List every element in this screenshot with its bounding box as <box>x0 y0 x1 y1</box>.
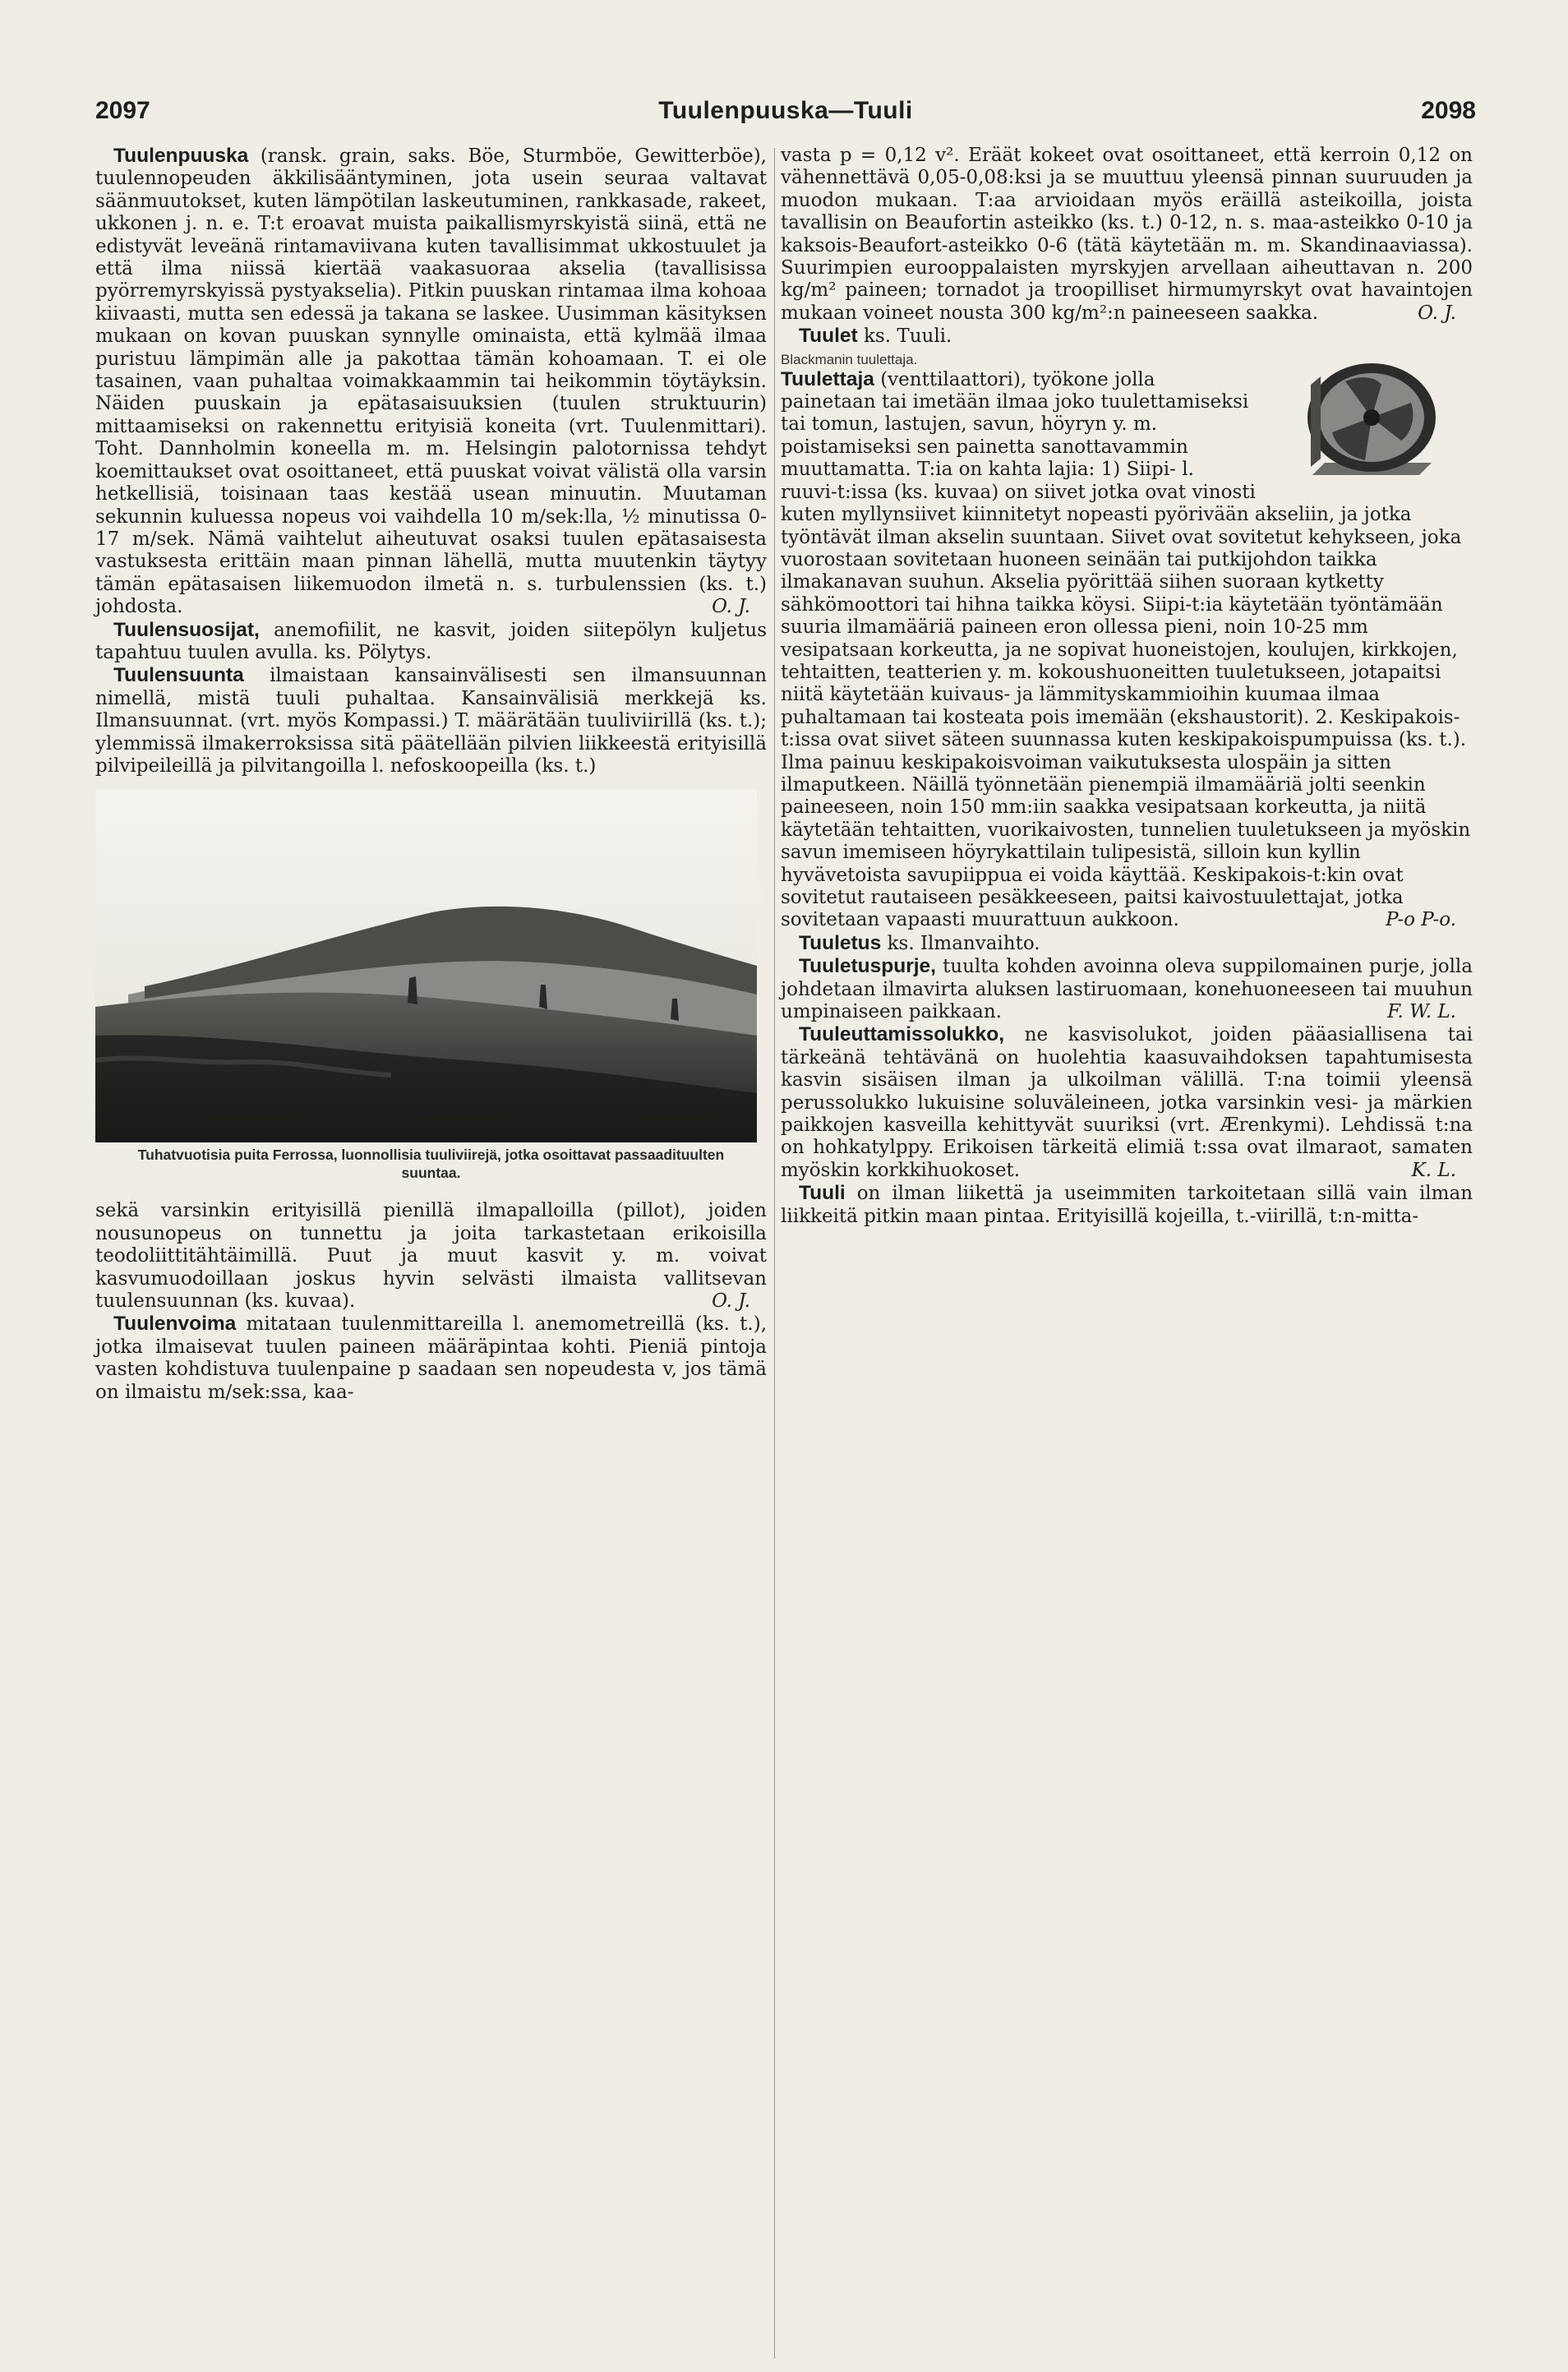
headword: Tuulet <box>799 325 858 348</box>
entry-text: vasta p = 0,12 v². Eräät kokeet ovat osoittaneet, että kerroin 0,12 on vähennettävä 0,05-0,08:ksi ja se muuttuu yleensä pinnan suuruuden ja muodon mukaan. T:aa arvioidaan myös eräillä asteikoilla, joista tavallisin on Beaufortin asteikko (ks. t.) 0-12, n. s. maa-asteikko 0-10 ja kaksois-Beaufort-asteikko 0-6 (tätä käytetään m. m. Skandinaaviassa). Suurimpien eurooppalaisten myrskyjen arvellaan aiheuttavan n. 200 kg/m² paineen; tornadot ja troopilliset hirmumyrskyt ovat havaintojen mukaan voineet nousta 300 kg/m²:n paineeseen saakka. <box>781 145 1473 324</box>
right-column <box>781 145 1473 1228</box>
author-signature: O. J. <box>712 1290 750 1312</box>
page-number-right: 2098 <box>1421 97 1476 124</box>
entry-text: sekä varsinkin erityisillä pienillä ilmapalloilla (pillot), joiden nousunopeus on tunnettu ja joita tarkastetaan erikoisilla teodoliittitähtäimillä. Puut ja muut kasvit y. m. voivat kasvumuodoillaan joskus hyvin selvästi ilmaista vallitsevan tuulensuunnan (ks. kuvaa). <box>95 1200 767 1312</box>
author-signature: F. W. L. <box>1387 1001 1456 1023</box>
entry-text: mitataan tuulenmittareilla l. anemometreillä (ks. t.), jotka ilmaisevat tuulen paineen määräpintaa kohti. Pieniä pintoja vasten kohdistuva tuulenpaine p saadaan sen nopeudesta v, jos tämä on ilmaistu m/sek:ssa, kaa- <box>95 1313 768 1403</box>
running-title: Tuulenpuuska—Tuuli <box>658 97 913 124</box>
entry-tuuletuspurje <box>781 955 1473 1023</box>
entry-text: (ransk. grain, saks. Böe, Sturmböe, Gewitterböe), tuulennopeuden äkkilisääntyminen, jota usein seuraa valtavat säänmuutokset, kuten lämpötilan laskeutuminen, rankkasade, rakeet, ukkonen j. n. e. T:t eroavat muista paikallismyrskyistä siinä, että ne edistyvät leveänä rintamaviivana kuten tavallisimmat ukkostuulet ja että ilma niissä kiertää vaakasuoraa akselia (tavallisissa pyörremyrskyissä pystyakselia). Pitkin puuskan rintamaa ilma kohoaa kiivaasti, mutta sen edessä ja takana se laskee. Uusimman käsityksen mukaan on kovan puuskan synnylle ominaista, että kylmää ilmaa puristuu lämpimän alle ja pakottaa tämän kohoamaan. T. ei ole tasainen, vaan puhaltaa voimakkaammin tai heikommin töytäyksin. Näiden puuskain ja epätasaisuuksien (tuulen struktuurin) mittaamiseksi on rakennettu erityisiä koneita (vrt. Tuulenmittari). Toht. Dannholmin koneella m. m. Helsingin palotornissa tehdyt koemittaukset ovat osoittaneet, että puuskat voivat välistä olla varsin hetkellisiä, toisinaan taas kestää usean minuutin. Muutaman sekunnin kuluessa nopeus voi vaihdella 10 m/sek:lla, ½ minutissa 0-17 m/sek. Nämä vaihtelut aiheutuvat osaksi tuulen epätasaisesta vastuksesta erittäin maan pinnan lähellä, mutta muutenkin täytyy tämän epätasaisen liikemuodon ilmetä n. s. turbulenssien (ks. t.) johdosta. <box>95 145 767 618</box>
fan-caption: Blackmanin tuulettaja. <box>781 351 918 367</box>
entry-text: tuulta kohden avoinna oleva suppilomainen purje, jolla johdetaan ilmavirta aluksen lastiruomaan, konehuoneeseen tai muuhun umpinaiseen paikkaan. <box>781 956 1473 1023</box>
headword: Tuuletuspurje, <box>799 955 936 978</box>
entry-text: anemofiilit, ne kasvit, joiden siitepölyn kuljetus tapahtuu tuulen avulla. ks. Pölytys. <box>95 619 767 663</box>
page-number-left: 2097 <box>95 97 150 124</box>
column-divider <box>774 148 775 2359</box>
entry-tuulet <box>781 325 1473 348</box>
entry-tuulensuosijat <box>95 619 767 665</box>
entry-tuulensuunta-continued <box>95 1200 767 1313</box>
author-signature: O. J. <box>1418 302 1456 324</box>
left-column <box>95 145 767 1404</box>
entry-tuuleuttamissolukko <box>781 1023 1473 1182</box>
entry-tuulenvoima-continued <box>781 145 1473 325</box>
ventilator-fan-illustration <box>1296 352 1444 491</box>
entry-text: ne kasvisolukot, joiden pääasiallisena tai tärkeänä tehtävänä on huolehtia kaasuvaihdoksen tapahtumisesta kasvin sisäisen ilman ja ulkoilman välillä. T:na toimii yleensä perussolukko lukuisine soluväleineen, jotka varsinkin vesi- ja märkien paikkojen kasveilla kehittyvät suuriksi (vrt. Ærenkymi). Lehdissä t:na on hohkatylppy. Erikoisen tärkeitä elimiä t:ssa ovat ilmaraot, samaten myöskin korkkihuokoset. <box>781 1024 1473 1181</box>
headword: Tuuleuttamissolukko, <box>799 1023 1005 1046</box>
author-signature: O. J. <box>712 596 750 618</box>
entry-text: (venttilaattori), työkone jolla painetaan tai imetään ilmaa joko tuulettamiseksi tai tomun, lastujen, savun, höyryn y. m. poistamiseksi sen painetta sanottavammin muuttamatta. T:ia on kahta lajia: 1) Siipi- l. ruuvi-t:issa (ks. kuvaa) on siivet jotka ovat vinosti kuten myllynsiivet kiinnitetyt nopeasti pyörivään akseliin, ja jotka työntävät ilman akselin suuntaan. Siivet ovat sovitetut kehykseen, joka vuorostaan sovitetaan huoneen seinään tai putkijohdon taikka ilmakanavan suuhun. Akselia pyörittää siihen suoraan kytketty sähkömoottori tai hihna taikka köysi. Siipi-t:ia käytetään työntämään suuria ilmamääriä paineen eron ollessa pieni, noin 10-25 mm vesipatsaan korkeutta, ja ne sopivat huoneistojen, koulujen, kirkkojen, tehtaitten, teatterien y. m. kokoushuoneitten tuuletukseen, jotapaitsi niitä käytetään kuivaus- ja lämmityskammioihin kuumaa ilmaa puhaltamaan tai kosteata pois imemään (ekshaustorit). 2. Keskipakois-t:issa ovat siivet säteen suunnassa kuten keskipakoispumpuissa (ks. t.). Ilma painuu keskipakoisvoiman vaikutuksesta ulospäin ja sitten ilmaputkeen. Näillä työnnetään pienempiä ilmamääriä jolti seenkin paineeseen, noin 150 mm:iin saakka vesipatsaan korkeutta, ja niitä käytetään tehtaitten, vuorikaivosten, tunnelien tuuletukseen ja myöskin savun imemiseen höyrykattilain tulipesistä, silloin kun kyllin hyvävetoista savupiippua ei voida käyttää. Keskipakois-t:kin ovat sovitetut rautaiseen pesäkkeeseen, paitsi kaivostuulettajat, jotka sovitetaan vapaasti muurattuun aukkoon. <box>781 368 1471 931</box>
entry-tuulenpuuska <box>95 145 767 619</box>
entry-tuulensuunta <box>95 664 767 778</box>
entry-tuuletus <box>781 932 1473 955</box>
headword: Tuuli <box>799 1182 846 1205</box>
headword: Tuulettaja <box>781 367 874 390</box>
page-header <box>95 97 1476 130</box>
entry-tuuli <box>781 1182 1473 1228</box>
headword: Tuuletus <box>799 931 882 954</box>
photo-caption: Tuhatvuotisia puita Ferrossa, luonnollisia tuuliviirejä, jotka osoittavat passaadituulten suuntaa. <box>137 1147 725 1182</box>
headword: Tuulenpuuska <box>113 145 249 167</box>
fan-figure <box>1267 352 1473 491</box>
trees-photo <box>95 789 757 1142</box>
entry-text: on ilman liikettä ja useimmiten tarkoitetaan sillä vain ilman liikkeitä pitkin maan pintaa. Erityisillä kojeilla, t.-viirillä, t:n-mitta- <box>781 1183 1473 1227</box>
headword: Tuulenvoima <box>113 1313 237 1336</box>
entry-text: ilmaistaan kansainvälisesti sen ilmansuunnan nimellä, mistä tuuli puhaltaa. Kansainvälisiä merkkejä ks. Ilmansuunnat. (vrt. myös Kompassi.) T. määrätään tuuliviirillä (ks. t.); ylemmissä ilmakerroksissa sitä päätellään pilvien liikkeestä erityisillä pilvipeileillä ja pilvitangoilla l. nefoskoopeilla (ks. t.) <box>95 665 768 777</box>
headword: Tuulensuunta <box>113 664 244 687</box>
entry-tuulenvoima <box>95 1313 767 1404</box>
entry-text: ks. Tuuli. <box>863 325 952 348</box>
author-signature: P-o P-o. <box>1386 909 1456 931</box>
entry-text: ks. Ilmanvaihto. <box>887 932 1040 954</box>
author-signature: K. L. <box>1411 1159 1456 1181</box>
headword: Tuulensuosijat, <box>113 618 260 641</box>
